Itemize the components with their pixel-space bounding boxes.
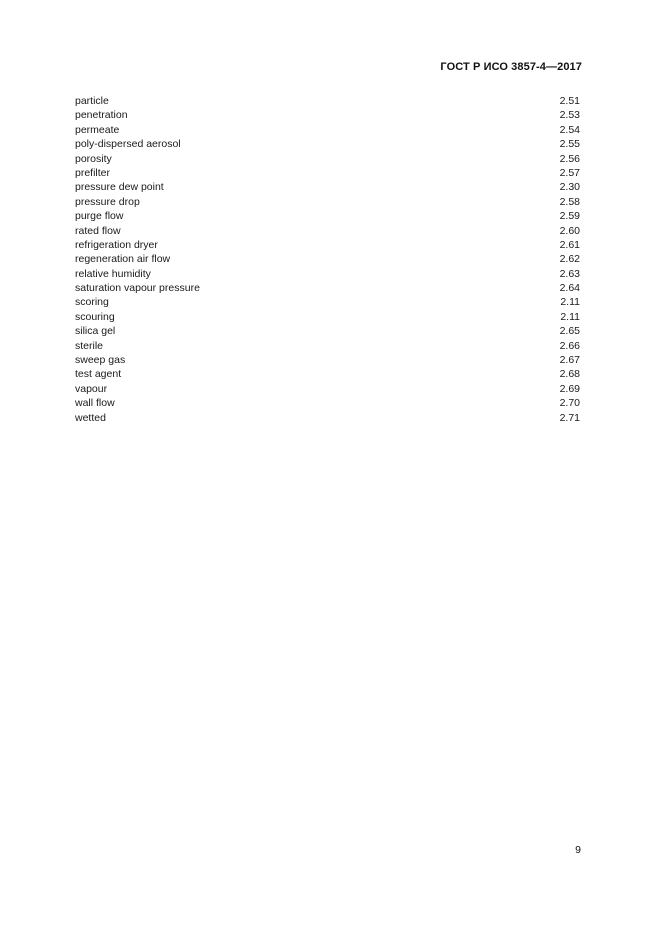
index-entry bbox=[75, 281, 580, 295]
index-reference: 2.70 bbox=[559, 397, 580, 410]
index-term: particle bbox=[75, 95, 109, 107]
index-reference: 2.69 bbox=[559, 382, 580, 395]
index-term: scouring bbox=[75, 310, 115, 323]
index-term: porosity bbox=[75, 152, 112, 165]
index-term: refrigeration dryer bbox=[75, 238, 158, 251]
index-reference: 2.67 bbox=[559, 354, 580, 367]
index-term: scoring bbox=[75, 296, 109, 309]
index-entry bbox=[75, 137, 580, 151]
index-entry bbox=[75, 224, 580, 238]
index-reference: 2.61 bbox=[559, 238, 580, 251]
index-entry bbox=[75, 209, 580, 223]
index-term: pressure drop bbox=[75, 195, 140, 208]
index-entry bbox=[75, 252, 580, 266]
index-reference: 2.55 bbox=[559, 138, 580, 151]
index-term: prefilter bbox=[75, 166, 111, 179]
index-reference: 2.65 bbox=[559, 325, 580, 338]
index-entry bbox=[75, 382, 580, 396]
index-term: poly-dispersed aerosol bbox=[75, 138, 181, 151]
index-term: regeneration air flow bbox=[75, 253, 171, 266]
index-term: silica gel bbox=[75, 325, 116, 338]
index-reference: 2.51 bbox=[559, 95, 580, 107]
index-reference: 2.59 bbox=[559, 210, 580, 223]
index-term: pressure dew point bbox=[75, 181, 164, 194]
index-reference: 2.53 bbox=[559, 109, 580, 122]
index-reference: 2.66 bbox=[559, 339, 580, 352]
index-entry bbox=[75, 324, 580, 338]
index-term: vapour bbox=[75, 382, 108, 395]
index-entry bbox=[75, 310, 580, 324]
document-code-header: ГОСТ Р ИСО 3857-4—2017 bbox=[440, 61, 582, 73]
index-term: wall flow bbox=[75, 397, 115, 410]
index-entry bbox=[75, 295, 580, 309]
index-entry bbox=[75, 94, 580, 108]
index-reference: 2.63 bbox=[559, 267, 580, 280]
index-reference: 2.60 bbox=[559, 224, 580, 237]
index-entry bbox=[75, 180, 580, 194]
index-reference: 2.68 bbox=[559, 368, 580, 381]
index-reference: 2.64 bbox=[559, 282, 580, 295]
index-term: rated flow bbox=[75, 224, 121, 237]
index-entry bbox=[75, 411, 580, 425]
index-entry bbox=[75, 195, 580, 209]
index-term: test agent bbox=[75, 368, 122, 381]
index-term: wetted bbox=[75, 411, 106, 424]
index-entry bbox=[75, 108, 580, 122]
index-reference: 2.71 bbox=[559, 411, 580, 424]
index-reference: 2.57 bbox=[559, 166, 580, 179]
index-reference: 2.54 bbox=[559, 123, 580, 136]
index-term: sterile bbox=[75, 339, 104, 352]
index-reference: 2.11 bbox=[560, 296, 580, 309]
index-term: purge flow bbox=[75, 210, 124, 223]
index-entry bbox=[75, 267, 580, 281]
index-entry bbox=[75, 353, 580, 367]
index-entry bbox=[75, 166, 580, 180]
index-entry bbox=[75, 339, 580, 353]
alphabetical-index-list bbox=[75, 94, 580, 425]
index-term: penetration bbox=[75, 109, 128, 122]
index-entry bbox=[75, 238, 580, 252]
index-entry bbox=[75, 123, 580, 137]
page-number: 9 bbox=[575, 844, 581, 856]
index-term: permeate bbox=[75, 123, 120, 136]
index-reference: 2.58 bbox=[559, 195, 580, 208]
index-reference: 2.56 bbox=[559, 152, 580, 165]
index-entry bbox=[75, 152, 580, 166]
index-entry bbox=[75, 396, 580, 410]
index-reference: 2.11 bbox=[560, 310, 580, 323]
index-entry bbox=[75, 367, 580, 381]
index-reference: 2.62 bbox=[559, 253, 580, 266]
index-term: sweep gas bbox=[75, 354, 126, 367]
index-term: relative humidity bbox=[75, 267, 151, 280]
index-reference: 2.30 bbox=[559, 181, 580, 194]
index-term: saturation vapour pressure bbox=[75, 282, 200, 295]
